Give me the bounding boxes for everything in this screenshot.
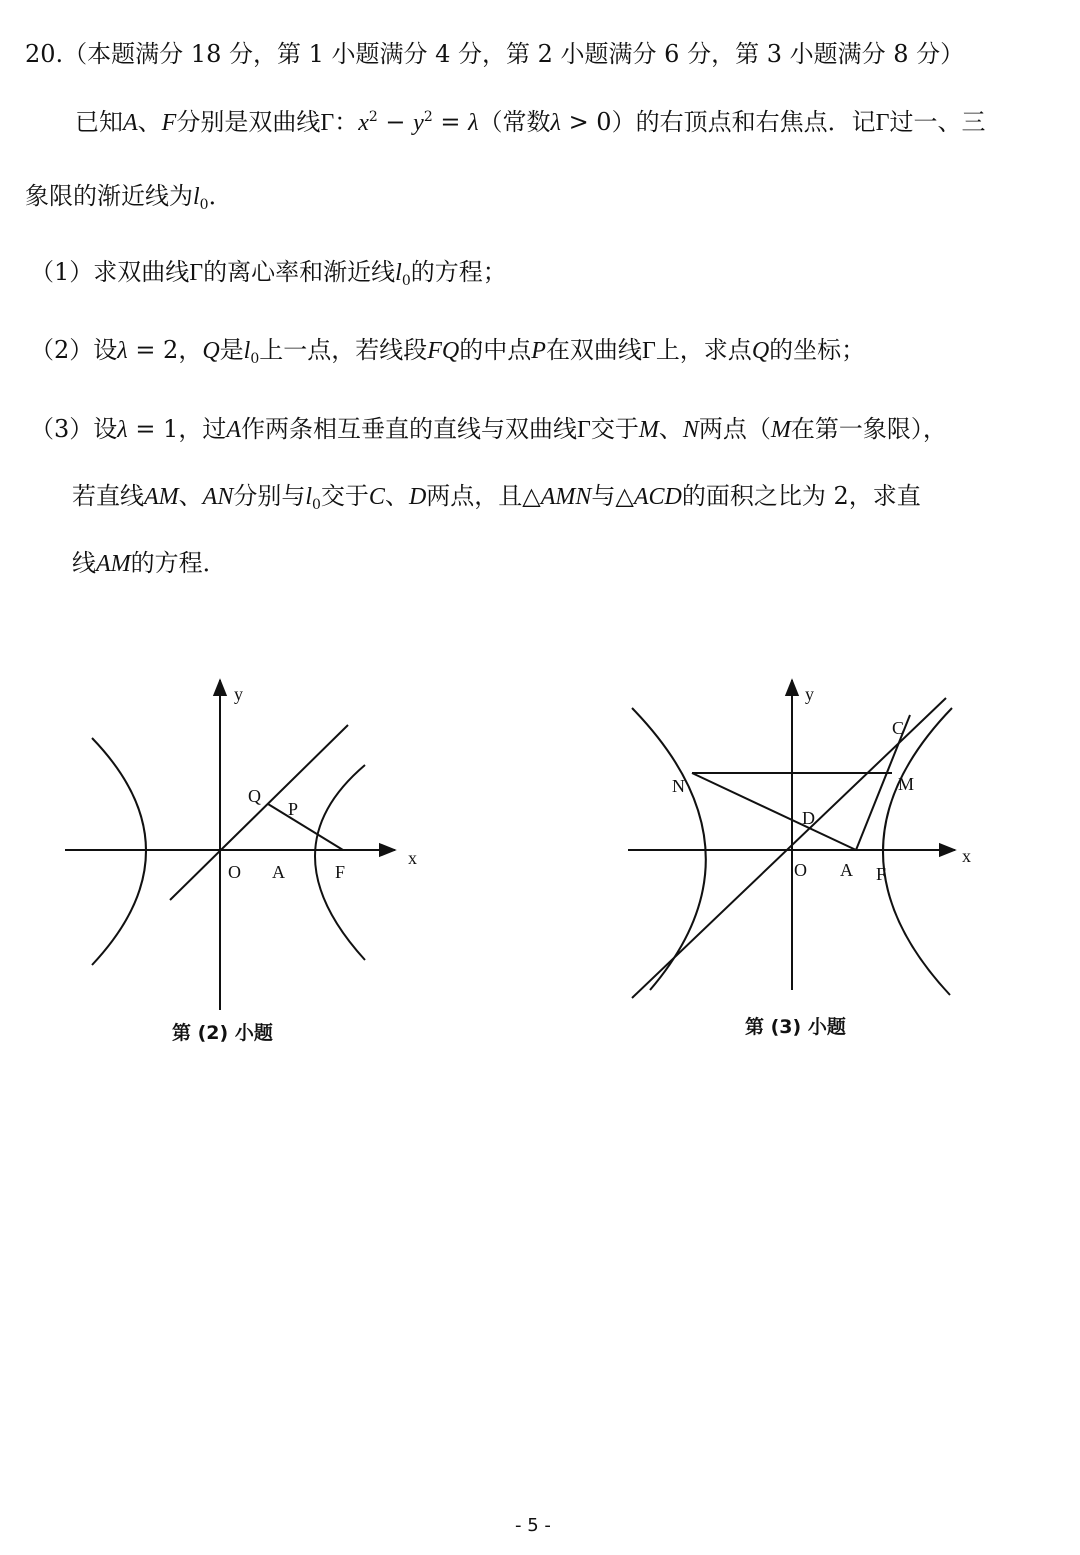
label-y: y	[234, 684, 243, 704]
problem-header: 20.（本题满分 18 分，第 1 小题满分 4 分，第 2 小题满分 6 分，第 3 小题满分 8 分）	[25, 40, 965, 68]
label-d: D	[802, 808, 815, 828]
label-f: F	[335, 862, 346, 882]
label-f: F	[876, 864, 887, 884]
label-q: Q	[248, 786, 261, 806]
question-3-line-2: 若直线AM、AN分别与$l_0$交于C、D两点，且△AMN与△ACD的面积之比为 2，求直	[72, 482, 921, 513]
label-a: A	[272, 862, 285, 882]
label-x: x	[962, 846, 971, 866]
question-1: （1）求双曲线Γ的离心率和渐近线$l_0$的方程；	[30, 258, 507, 289]
intro-line-1: 已知A、F分别是双曲线Γ：$x^2 - y^2 = \lambda$（常数λ > 0）的右顶点和右焦点．记Γ过一、三	[75, 108, 986, 136]
segment-qf	[268, 804, 343, 850]
hyperbola-right-branch	[883, 708, 952, 995]
label-y: y	[805, 684, 814, 704]
label-o: O	[228, 862, 241, 882]
question-2: （2）设λ = 2，Q是$l_0$上一点，若线段FQ的中点P在双曲线Γ上，求点Q的坐标；	[30, 336, 866, 367]
label-n: N	[672, 776, 685, 796]
label-x: x	[408, 848, 417, 868]
label-o: O	[794, 860, 807, 880]
page-number: - 5 -	[515, 1515, 551, 1536]
hyperbola-left-branch	[92, 738, 146, 965]
figure-3-caption: 第 (3) 小题	[745, 1016, 846, 1038]
label-m: M	[898, 774, 915, 794]
figure-part-2	[60, 670, 440, 1020]
intro-line-2: 象限的渐近线为$l_0$．	[25, 182, 233, 213]
segment-an	[692, 773, 856, 850]
asymptote-l0	[170, 725, 348, 900]
question-3-line-3: 线AM的方程．	[72, 549, 227, 577]
figure-part-3	[620, 670, 1000, 1020]
label-c: C	[892, 718, 905, 738]
label-p: P	[288, 799, 299, 819]
question-3-line-1: （3）设λ = 1，过A作两条相互垂直的直线与双曲线Γ交于M、N两点（M在第一象限），	[30, 415, 947, 443]
figure-2-caption: 第 (2) 小题	[172, 1022, 273, 1044]
label-a: A	[840, 860, 853, 880]
